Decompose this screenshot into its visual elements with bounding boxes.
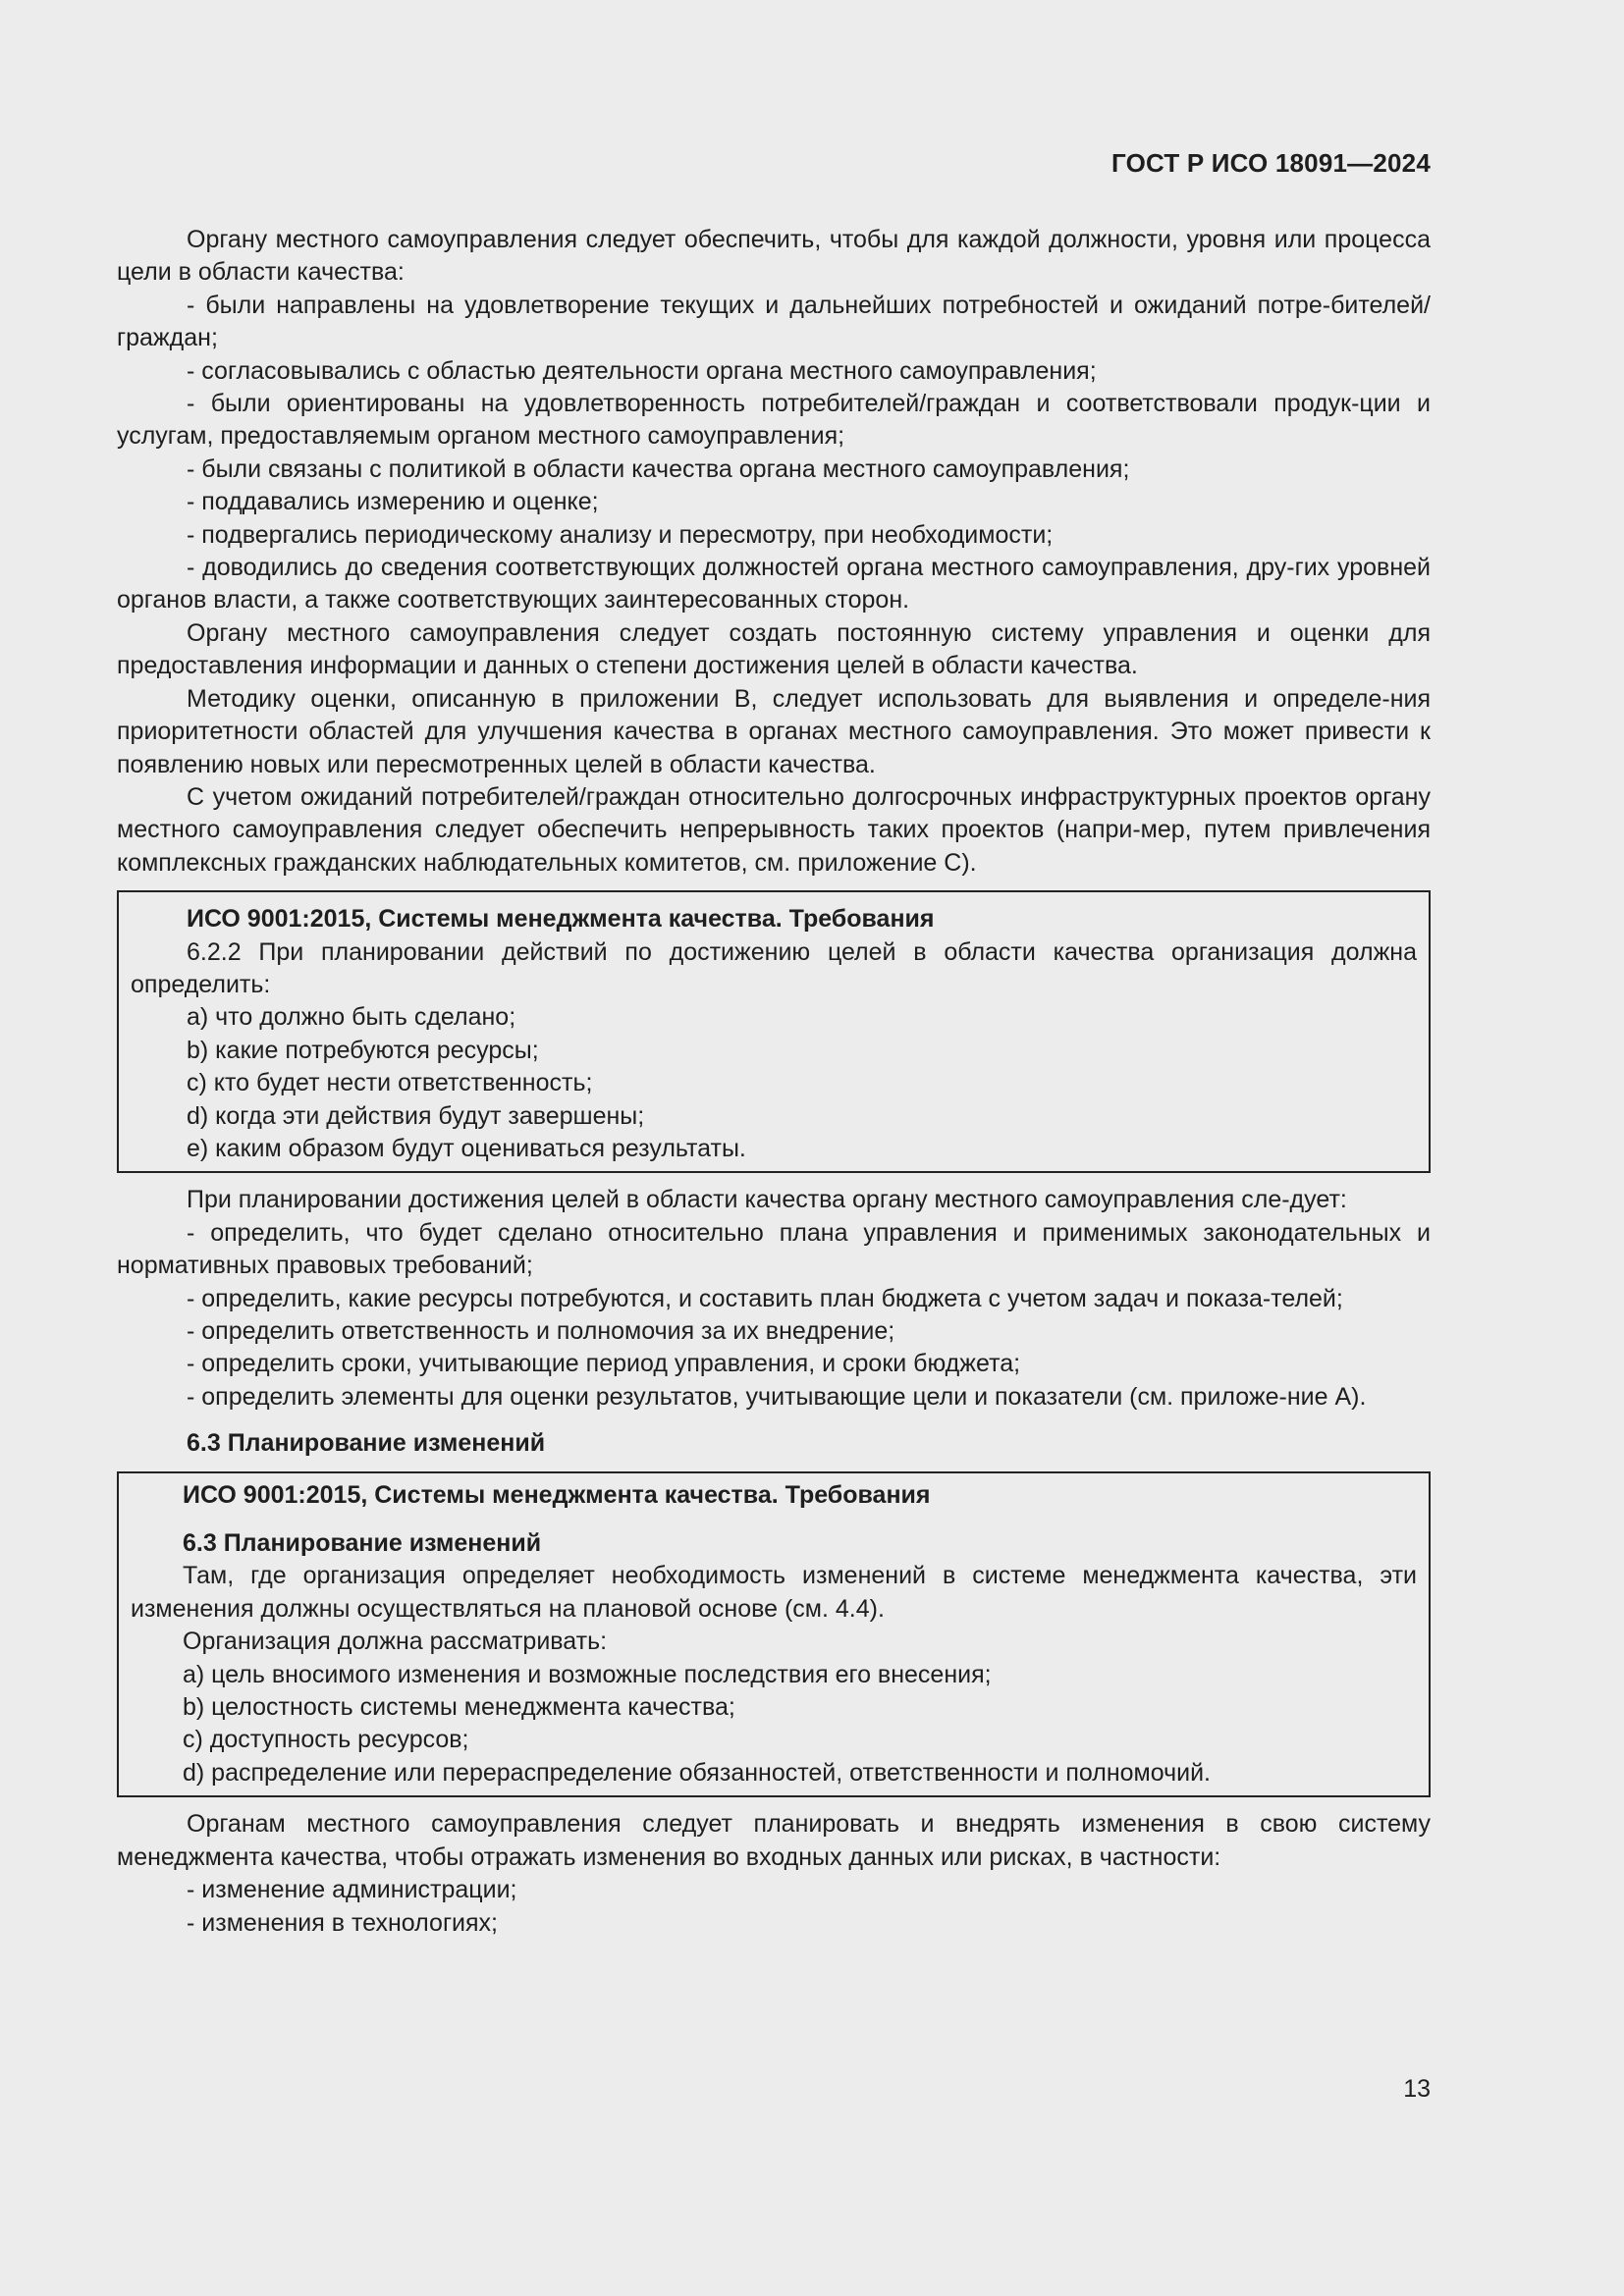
- page-number: 13: [1403, 2075, 1431, 2103]
- quote-list-item: c) доступность ресурсов;: [183, 1726, 469, 1754]
- iso-quote-box: [117, 1471, 1431, 1798]
- quote-list-item: a) цель вносимого изменения и возможные последствия его внесения;: [183, 1660, 992, 1688]
- document-header: ГОСТ Р ИСО 18091—2024: [1110, 148, 1431, 178]
- list-item: - определить, что будет сделано относительно плана управления и применимых законодательных и нормативных правовых требований;: [117, 1218, 1431, 1280]
- list-item: - изменения в технологиях;: [187, 1908, 499, 1937]
- iso-quote-box: [117, 890, 1431, 1173]
- quote-title: ИСО 9001:2015, Системы менеджмента качества. Требования: [187, 905, 935, 934]
- quote-list-item: d) распределение или перераспределение обязанностей, ответственности и полномочий.: [183, 1758, 1211, 1787]
- paragraph: Органам местного самоуправления следует планировать и внедрять изменения в свою систему менеджмента качества, чтобы отражать изменения во входных данных или рисках, в частности:: [117, 1810, 1431, 1871]
- list-item: - определить, какие ресурсы потребуются, и составить план бюджета с учетом задач и показа-телей;: [187, 1284, 1343, 1312]
- quote-list-item: b) целостность системы менеджмента качества;: [183, 1693, 735, 1722]
- list-item: - доводились до сведения соответствующих должностей органа местного самоуправления, дру-гих уровней органов власти, а также соответствующих заинтересованных сторон.: [117, 554, 1431, 614]
- list-item: - подвергались периодическому анализу и пересмотру, при необходимости;: [187, 520, 1054, 549]
- quote-list-item: a) что должно быть сделано;: [187, 1003, 516, 1032]
- quote-title: ИСО 9001:2015, Системы менеджмента качества. Требования: [183, 1480, 931, 1509]
- list-item: - согласовывались с областью деятельности органа местного самоуправления;: [187, 356, 1097, 385]
- list-item: - изменение администрации;: [187, 1876, 517, 1904]
- quote-list-item: d) когда эти действия будут завершены;: [187, 1101, 645, 1130]
- paragraph: При планировании достижения целей в области качества органу местного самоуправления сле-дует:: [187, 1186, 1347, 1214]
- list-item: - определить сроки, учитывающие период управления, и сроки бюджета;: [187, 1350, 1021, 1378]
- quote-list-item: b) какие потребуются ресурсы;: [187, 1036, 539, 1064]
- paragraph: Органу местного самоуправления следует создать постоянную систему управления и оценки для предоставления информации и данных о степени достижения целей в области качества.: [117, 618, 1431, 680]
- list-item: - были направлены на удовлетворение текущих и дальнейших потребностей и ожиданий потре-бителей/граждан;: [117, 291, 1431, 352]
- document-body: [117, 224, 1431, 1940]
- paragraph: Органу местного самоуправления следует обеспечить, чтобы для каждой должности, уровня или процесса цели в области качества:: [117, 226, 1431, 287]
- list-item: - определить ответственность и полномочия за их внедрение;: [187, 1317, 895, 1345]
- paragraph: С учетом ожиданий потребителей/граждан относительно долгосрочных инфраструктурных проектов органу местного самоуправления следует обеспечить непрерывность таких проектов (напри-мер, путем привлечения комплексных гражданских наблюдательных комитетов, см. приложение С).: [117, 782, 1431, 877]
- quote-paragraph: Организация должна рассматривать:: [183, 1628, 608, 1656]
- list-item: - определить элементы для оценки результатов, учитывающие цели и показатели (см. приложе-ние А).: [187, 1382, 1367, 1411]
- quote-paragraph: Там, где организация определяет необходимость изменений в системе менеджмента качества, эти изменения должны осуществляться на плановой основе (см. 4.4).: [131, 1562, 1417, 1623]
- quote-list-item: e) каким образом будут оцениваться результаты.: [187, 1134, 746, 1162]
- quote-subheading: 6.3 Планирование изменений: [183, 1529, 542, 1558]
- quote-list-item: c) кто будет нести ответственность;: [187, 1069, 593, 1097]
- paragraph: Методику оценки, описанную в приложении В, следует использовать для выявления и определе-ния приоритетности областей для улучшения качества в органах местного самоуправления. Это может привести к появлению новых или пересмотренных целей в области качества.: [117, 684, 1431, 778]
- list-item: - были ориентированы на удовлетворенность потребителей/граждан и соответствовали продук-ции и услугам, предоставляемым органом местного самоуправления;: [117, 390, 1431, 451]
- list-item: - поддавались измерению и оценке;: [187, 488, 599, 516]
- list-item: - были связаны с политикой в области качества органа местного самоуправления;: [187, 454, 1130, 483]
- quote-intro: 6.2.2 При планировании действий по достижению целей в области качества организация должна определить:: [131, 937, 1417, 998]
- section-heading: 6.3 Планирование изменений: [187, 1429, 546, 1458]
